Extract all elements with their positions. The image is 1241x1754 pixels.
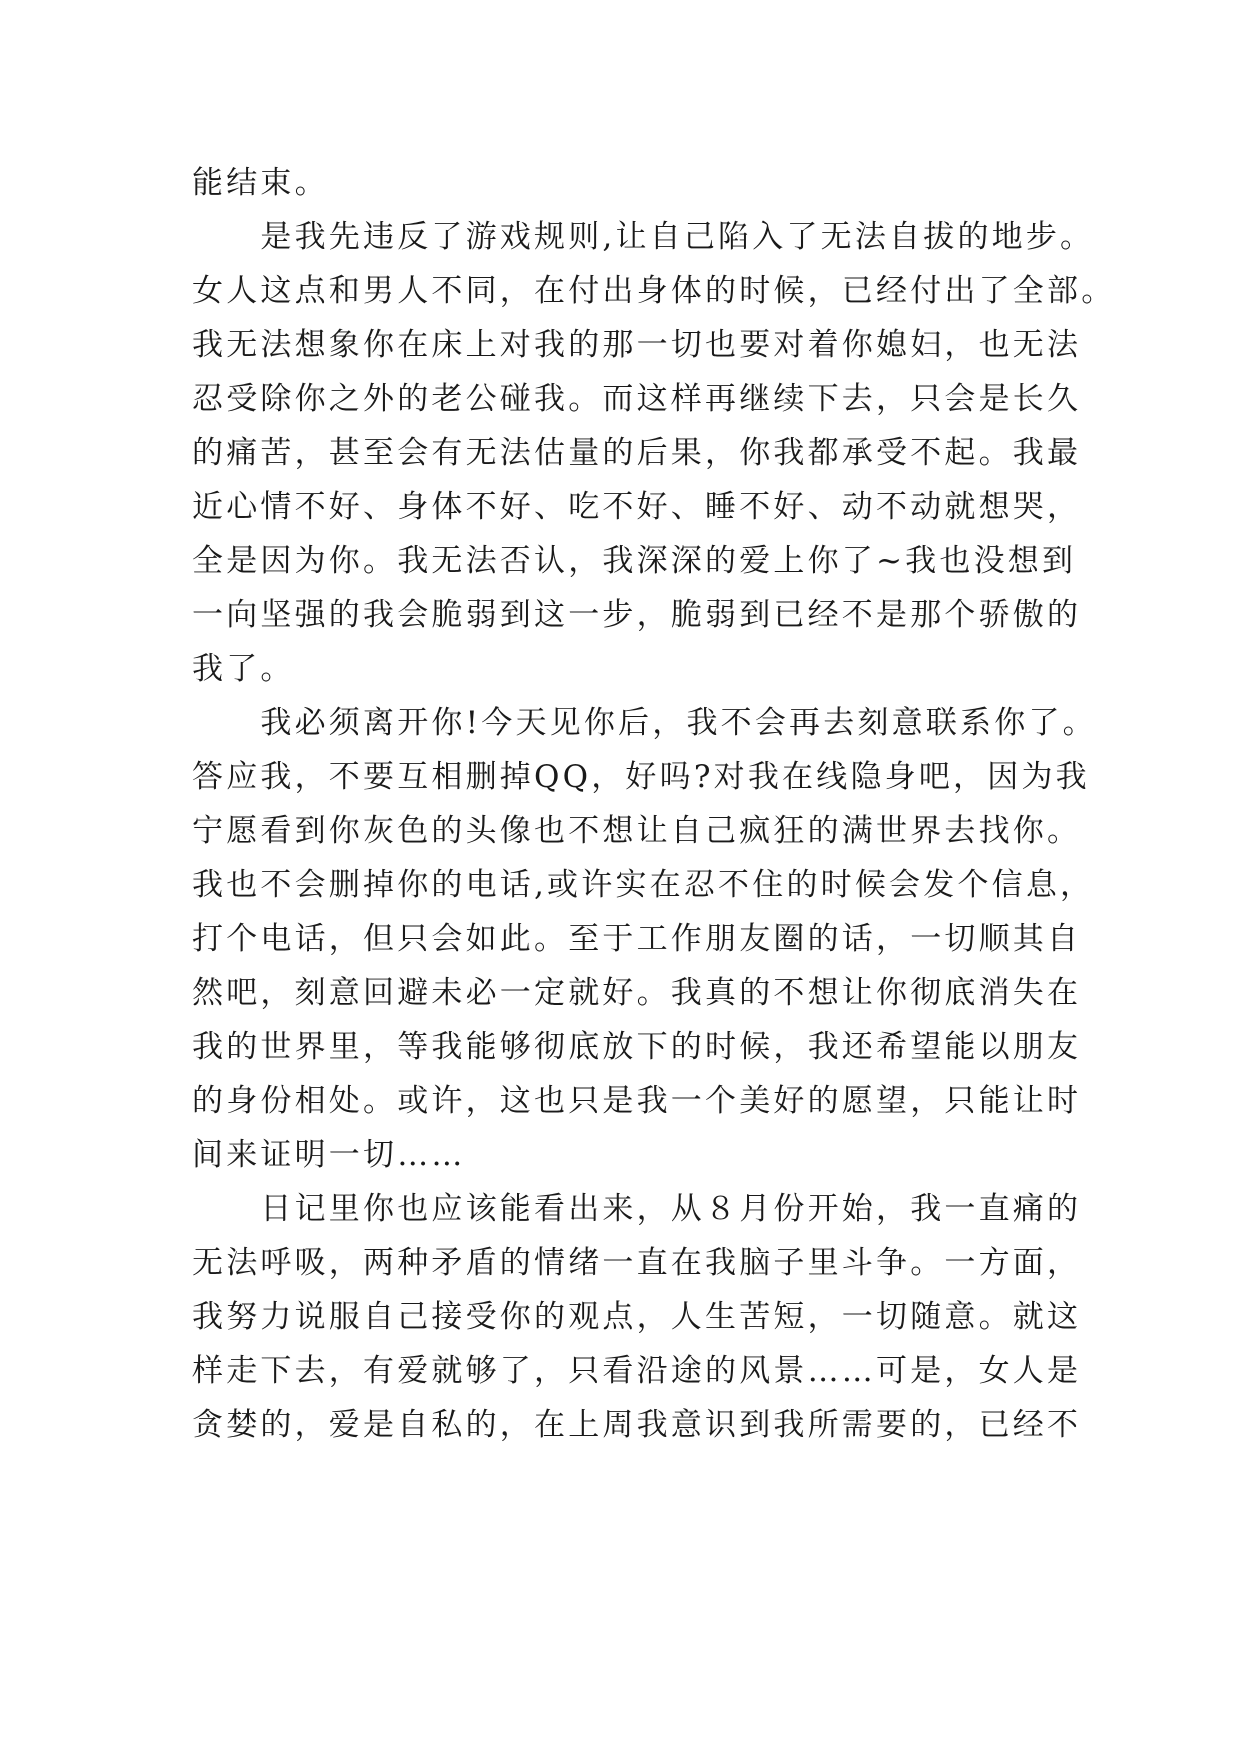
text-line: 然吧，刻意回避未必一定就好。我真的不想让你彻底消失在 [192,975,1082,1011]
text-line: 日记里你也应该能看出来，从８月份开始，我一直痛的 [192,1191,1082,1227]
text-line: 我必须离开你!今天见你后，我不会再去刻意联系你了。 [192,705,1097,741]
text-line: 间来证明一切…… [192,1137,466,1173]
text-line: 女人这点和男人不同，在付出身体的时候，已经付出了全部。 [192,273,1116,309]
text-line: 答应我，不要互相删掉QQ，好吗?对我在线隐身吧，因为我 [192,759,1090,795]
text-line: 样走下去，有爱就够了，只看沿途的风景……可是，女人是 [192,1353,1082,1389]
text-line: 我了。 [192,651,295,687]
text-line: 的身份相处。或许，这也只是我一个美好的愿望，只能让时 [192,1083,1082,1119]
text-line: 我努力说服自己接受你的观点，人生苦短，一切随意。就这 [192,1299,1082,1335]
text-line: 我的世界里，等我能够彻底放下的时候，我还希望能以朋友 [192,1029,1082,1065]
text-line: 近心情不好、身体不好、吃不好、睡不好、动不动就想哭， [192,489,1082,525]
text-line: 我也不会删掉你的电话,或许实在忍不住的时候会发个信息， [192,867,1095,903]
text-line: 打个电话，但只会如此。至于工作朋友圈的话，一切顺其自 [192,921,1082,957]
text-line: 无法呼吸，两种矛盾的情绪一直在我脑子里斗争。一方面， [192,1245,1082,1281]
body-text [192,156,1116,1452]
text-line: 全是因为你。我无法否认，我深深的爱上你了~我也没想到 [192,543,1077,579]
text-line: 的痛苦，甚至会有无法估量的后果，你我都承受不起。我最 [192,435,1082,471]
text-line: 我无法想象你在床上对我的那一切也要对着你媳妇，也无法 [192,327,1082,363]
text-line: 贪婪的，爱是自私的，在上周我意识到我所需要的，已经不 [192,1407,1082,1443]
text-line: 是我先违反了游戏规则,让自己陷入了无法自拔的地步。 [192,219,1095,255]
text-line: 宁愿看到你灰色的头像也不想让自己疯狂的满世界去找你。 [192,813,1082,849]
text-line: 能结束。 [192,165,329,201]
text-line: 一向坚强的我会脆弱到这一步，脆弱到已经不是那个骄傲的 [192,597,1082,633]
text-line: 忍受除你之外的老公碰我。而这样再继续下去，只会是长久 [192,381,1082,417]
